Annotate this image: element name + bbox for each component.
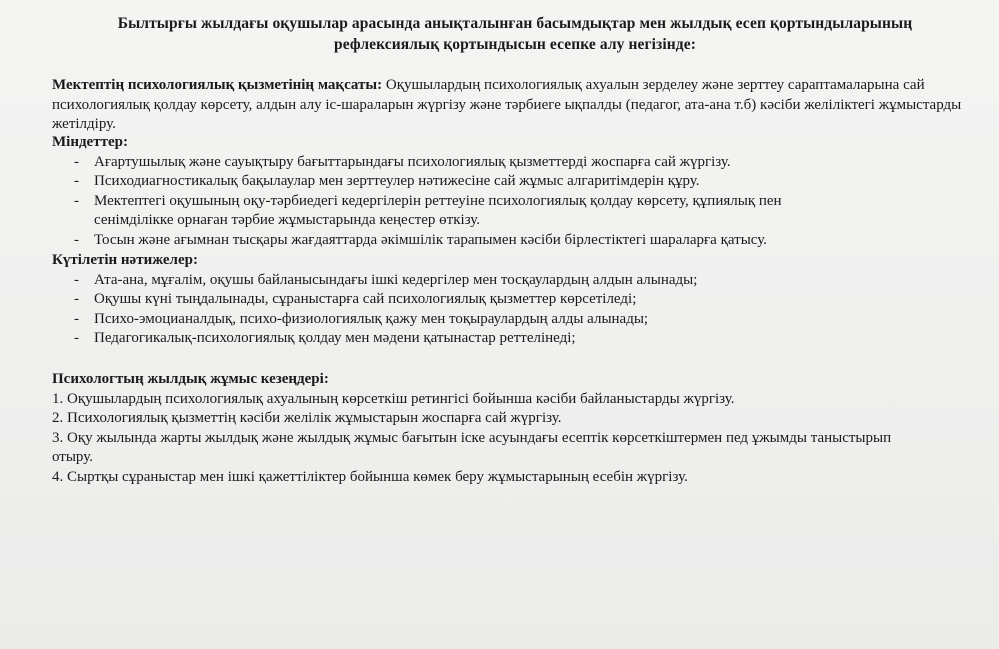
stages-section — [52, 370, 972, 487]
tasks-section — [52, 133, 952, 250]
results-list — [52, 271, 952, 349]
title-line-1: Былтырғы жылдағы оқушылар арасында анықталынған басымдықтар мен жылдық есеп қортындыларының — [117, 15, 913, 32]
result-item: - Педагогикалық-психологиялық қолдау мен мәдени қатынастар реттелінеді; — [52, 329, 952, 349]
purpose-text: Оқушылардың психологиялық ахуалын зерделеу және зерттеу сараптамаларына сай психологиялық қолдау көрсету, алдын алу іс-шараларын жүргізу және тәрбиеге ықпалды (педагог, ата-ана т.б) кәсіби желіліктегі жұмыстарды жетілдіру. — [52, 77, 962, 132]
task-item: - Мектептегі оқушының оқу-тәрбиедегі кедергілерін реттеуіне психологиялық қолдау көрсету, құпиялық пен сенімділікке орнаған тәрбие жұмыстарында кеңестер өткізу. — [52, 192, 824, 231]
document-title — [40, 13, 990, 55]
task-item: - Ағартушылық және сауықтыру бағыттарындағы психологиялық қызметтерді жоспарға сай жүргізу. — [52, 153, 952, 173]
task-item: - Психодиагностикалық бақылаулар мен зерттеулер нәтижесіне сай жұмыс алгаритімдерін құру. — [52, 172, 952, 192]
results-heading: Күтілетін нәтижелер: — [52, 252, 198, 268]
purpose-label: Мектептің психологиялық қызметінің мақсаты: — [52, 77, 383, 93]
tasks-list — [52, 153, 952, 251]
purpose-paragraph — [52, 76, 997, 135]
tasks-heading: Міндеттер: — [52, 134, 128, 150]
stage-item: 1. Оқушылардың психологиялық ахуалының көрсеткіш ретингісі бойынша кәсіби байланыстарды жүргізу. — [52, 390, 735, 407]
result-item: - Ата-ана, мұғалім, оқушы байланысындағы ішкі кедергілер мен тосқаулардың алдын алынады; — [52, 271, 952, 291]
task-item: - Тосын және ағымнан тысқары жағдаяттарда әкімшілік тарапымен кәсіби бірлестіктегі шараларға қатысу. — [52, 231, 952, 251]
stage-item: 2. Психологиялық қызметтің кәсіби желілік жұмыстарын жоспарға сай жүргізу. — [52, 410, 562, 426]
results-section — [52, 251, 952, 349]
blank-page-area — [0, 500, 999, 649]
result-item: - Психо-эмоцианалдық, психо-физиологиялық қажу мен тоқыраулардың алды алынады; — [52, 310, 952, 330]
stages-heading: Психологтың жылдық жұмыс кезеңдері: — [52, 371, 329, 387]
stage-item: 4. Сыртқы сұраныстар мен ішкі қажеттіліктер бойынша көмек беру жұмыстарының есебін жүргізу. — [52, 468, 688, 485]
title-line-2: рефлексиялық қортындысын есепке алу негізінде: — [334, 36, 696, 53]
result-item: - Оқушы күні тыңдалынады, сұраныстарға сай психологиялық қызметтер көрсетіледі; — [52, 290, 952, 310]
stage-item: 3. Оқу жылында жарты жылдық және жылдық жұмыс бағытын іске асуындағы есептік көрсеткіштермен пед ұжымды таныстырып отыру. — [52, 429, 892, 465]
